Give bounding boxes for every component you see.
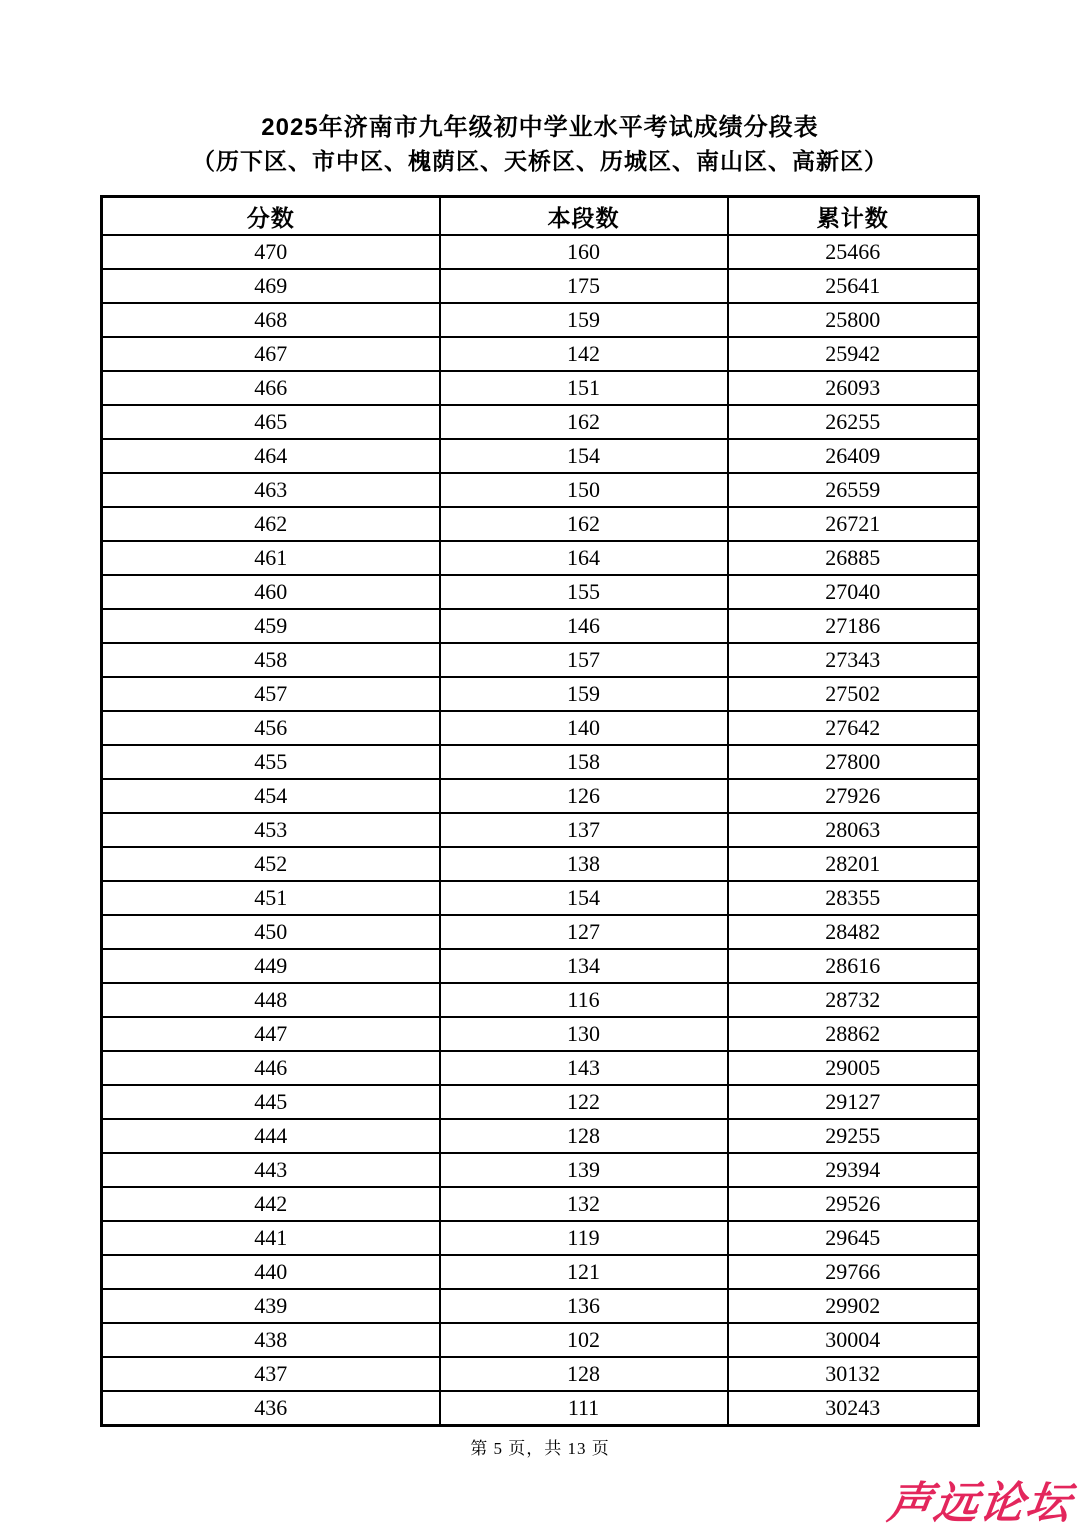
band-count-cell: 159 <box>440 677 728 711</box>
table-row <box>102 1221 979 1255</box>
band-count-cell: 157 <box>440 643 728 677</box>
page-subtitle: （历下区、市中区、槐荫区、天桥区、历城区、南山区、高新区） <box>192 148 888 174</box>
cumulative-count-cell: 27926 <box>728 779 979 813</box>
cumulative-count-cell: 28355 <box>728 881 979 915</box>
table-row <box>102 1017 979 1051</box>
cumulative-count-cell: 28862 <box>728 1017 979 1051</box>
table-row <box>102 1119 979 1153</box>
score-cell: 438 <box>102 1323 440 1357</box>
cumulative-count-cell: 26885 <box>728 541 979 575</box>
table-row <box>102 337 979 371</box>
cumulative-count-cell: 28201 <box>728 847 979 881</box>
table-row <box>102 949 979 983</box>
band-count-cell: 154 <box>440 881 728 915</box>
cumulative-count-cell: 28616 <box>728 949 979 983</box>
table-row <box>102 609 979 643</box>
cumulative-count-cell: 29005 <box>728 1051 979 1085</box>
score-cell: 436 <box>102 1391 440 1426</box>
score-cell: 447 <box>102 1017 440 1051</box>
cumulative-count-cell: 30132 <box>728 1357 979 1391</box>
score-cell: 466 <box>102 371 440 405</box>
cumulative-count-cell: 25942 <box>728 337 979 371</box>
table-header-row <box>102 197 979 236</box>
score-cell: 452 <box>102 847 440 881</box>
score-cell: 459 <box>102 609 440 643</box>
band-count-cell: 151 <box>440 371 728 405</box>
col-header-score: 分数 <box>102 197 440 236</box>
table-row <box>102 745 979 779</box>
band-count-cell: 102 <box>440 1323 728 1357</box>
band-count-cell: 127 <box>440 915 728 949</box>
score-cell: 461 <box>102 541 440 575</box>
table-row <box>102 1391 979 1426</box>
score-cell: 470 <box>102 235 440 269</box>
score-cell: 456 <box>102 711 440 745</box>
table-row <box>102 303 979 337</box>
cumulative-count-cell: 27186 <box>728 609 979 643</box>
score-cell: 457 <box>102 677 440 711</box>
cumulative-count-cell: 25641 <box>728 269 979 303</box>
score-cell: 460 <box>102 575 440 609</box>
band-count-cell: 126 <box>440 779 728 813</box>
table-row <box>102 1187 979 1221</box>
score-cell: 451 <box>102 881 440 915</box>
table-row <box>102 371 979 405</box>
score-cell: 458 <box>102 643 440 677</box>
table-row <box>102 1051 979 1085</box>
band-count-cell: 164 <box>440 541 728 575</box>
table-row <box>102 779 979 813</box>
table-row <box>102 983 979 1017</box>
table-row <box>102 405 979 439</box>
score-cell: 454 <box>102 779 440 813</box>
cumulative-count-cell: 25800 <box>728 303 979 337</box>
score-cell: 441 <box>102 1221 440 1255</box>
page-number: 第 5 页，共 13 页 <box>470 1439 610 1458</box>
cumulative-count-cell: 28732 <box>728 983 979 1017</box>
band-count-cell: 162 <box>440 405 728 439</box>
band-count-cell: 132 <box>440 1187 728 1221</box>
cumulative-count-cell: 30243 <box>728 1391 979 1426</box>
band-count-cell: 175 <box>440 269 728 303</box>
cumulative-count-cell: 26721 <box>728 507 979 541</box>
score-cell: 455 <box>102 745 440 779</box>
table-row <box>102 1255 979 1289</box>
cumulative-count-cell: 30004 <box>728 1323 979 1357</box>
cumulative-count-cell: 27642 <box>728 711 979 745</box>
band-count-cell: 122 <box>440 1085 728 1119</box>
score-cell: 442 <box>102 1187 440 1221</box>
col-header-cumulative-count: 累计数 <box>728 197 979 236</box>
band-count-cell: 150 <box>440 473 728 507</box>
score-cell: 464 <box>102 439 440 473</box>
score-cell: 437 <box>102 1357 440 1391</box>
band-count-cell: 146 <box>440 609 728 643</box>
cumulative-count-cell: 28063 <box>728 813 979 847</box>
band-count-cell: 159 <box>440 303 728 337</box>
band-count-cell: 158 <box>440 745 728 779</box>
table-row <box>102 1323 979 1357</box>
band-count-cell: 119 <box>440 1221 728 1255</box>
cumulative-count-cell: 27502 <box>728 677 979 711</box>
cumulative-count-cell: 27800 <box>728 745 979 779</box>
score-distribution-table <box>100 195 980 1427</box>
band-count-cell: 128 <box>440 1119 728 1153</box>
cumulative-count-cell: 28482 <box>728 915 979 949</box>
table-row <box>102 473 979 507</box>
cumulative-count-cell: 25466 <box>728 235 979 269</box>
table-row <box>102 439 979 473</box>
cumulative-count-cell: 26255 <box>728 405 979 439</box>
score-table-body <box>102 235 979 1426</box>
table-row <box>102 813 979 847</box>
score-cell: 443 <box>102 1153 440 1187</box>
table-row <box>102 541 979 575</box>
cumulative-count-cell: 26409 <box>728 439 979 473</box>
table-row <box>102 677 979 711</box>
band-count-cell: 140 <box>440 711 728 745</box>
table-row <box>102 1357 979 1391</box>
cumulative-count-cell: 29645 <box>728 1221 979 1255</box>
cumulative-count-cell: 29766 <box>728 1255 979 1289</box>
band-count-cell: 138 <box>440 847 728 881</box>
score-cell: 463 <box>102 473 440 507</box>
score-cell: 449 <box>102 949 440 983</box>
table-row <box>102 269 979 303</box>
cumulative-count-cell: 26093 <box>728 371 979 405</box>
cumulative-count-cell: 29526 <box>728 1187 979 1221</box>
table-row <box>102 235 979 269</box>
table-row <box>102 575 979 609</box>
score-cell: 444 <box>102 1119 440 1153</box>
score-cell: 439 <box>102 1289 440 1323</box>
band-count-cell: 143 <box>440 1051 728 1085</box>
table-row <box>102 1085 979 1119</box>
score-cell: 453 <box>102 813 440 847</box>
band-count-cell: 142 <box>440 337 728 371</box>
band-count-cell: 154 <box>440 439 728 473</box>
page-title: 2025年济南市九年级初中学业水平考试成绩分段表 <box>261 114 819 141</box>
score-cell: 468 <box>102 303 440 337</box>
score-cell: 467 <box>102 337 440 371</box>
band-count-cell: 121 <box>440 1255 728 1289</box>
cumulative-count-cell: 29255 <box>728 1119 979 1153</box>
table-row <box>102 847 979 881</box>
score-cell: 445 <box>102 1085 440 1119</box>
score-cell: 465 <box>102 405 440 439</box>
band-count-cell: 155 <box>440 575 728 609</box>
col-header-band-count: 本段数 <box>440 197 728 236</box>
table-row <box>102 1153 979 1187</box>
band-count-cell: 160 <box>440 235 728 269</box>
cumulative-count-cell: 29394 <box>728 1153 979 1187</box>
cumulative-count-cell: 29127 <box>728 1085 979 1119</box>
table-row <box>102 915 979 949</box>
cumulative-count-cell: 27343 <box>728 643 979 677</box>
band-count-cell: 162 <box>440 507 728 541</box>
band-count-cell: 137 <box>440 813 728 847</box>
cumulative-count-cell: 26559 <box>728 473 979 507</box>
score-cell: 448 <box>102 983 440 1017</box>
score-cell: 462 <box>102 507 440 541</box>
band-count-cell: 111 <box>440 1391 728 1426</box>
score-cell: 440 <box>102 1255 440 1289</box>
score-cell: 446 <box>102 1051 440 1085</box>
table-row <box>102 1289 979 1323</box>
band-count-cell: 116 <box>440 983 728 1017</box>
score-cell: 469 <box>102 269 440 303</box>
band-count-cell: 134 <box>440 949 728 983</box>
forum-watermark-logo: 声远论坛 <box>884 1479 1076 1528</box>
cumulative-count-cell: 29902 <box>728 1289 979 1323</box>
table-row <box>102 507 979 541</box>
score-cell: 450 <box>102 915 440 949</box>
band-count-cell: 136 <box>440 1289 728 1323</box>
band-count-cell: 128 <box>440 1357 728 1391</box>
band-count-cell: 130 <box>440 1017 728 1051</box>
table-row <box>102 711 979 745</box>
table-row <box>102 881 979 915</box>
table-row <box>102 643 979 677</box>
band-count-cell: 139 <box>440 1153 728 1187</box>
cumulative-count-cell: 27040 <box>728 575 979 609</box>
